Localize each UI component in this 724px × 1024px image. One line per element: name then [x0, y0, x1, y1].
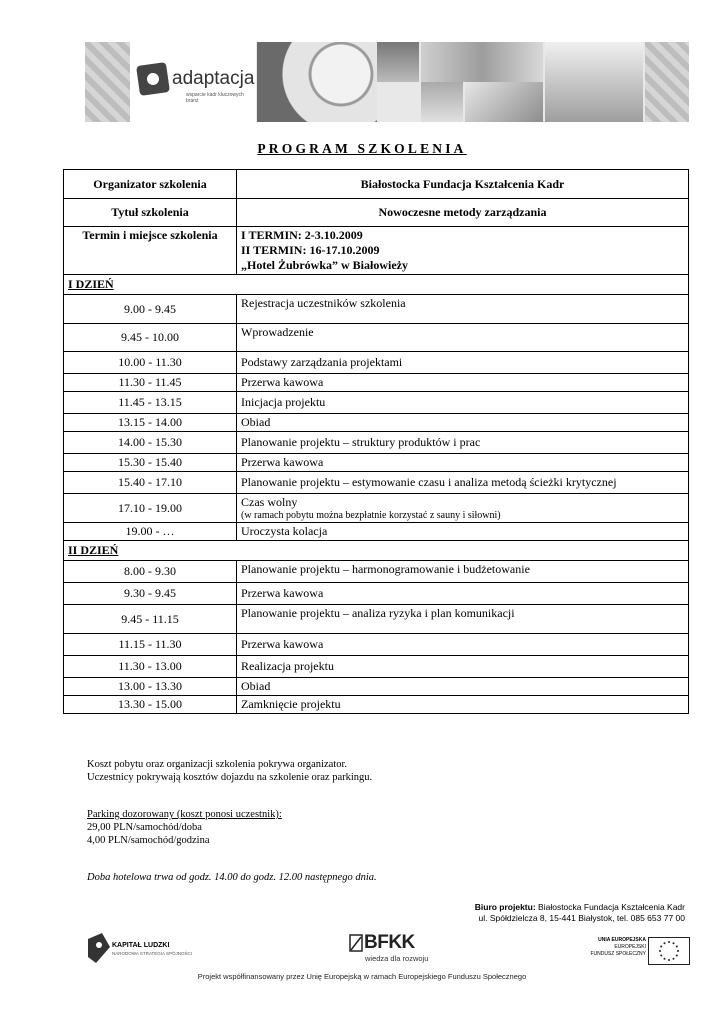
activity-text: Obiad	[241, 679, 271, 693]
schedule-time: 13.00 - 13.30	[64, 678, 237, 696]
term-row	[64, 227, 689, 275]
kl-title: KAPITAŁ LUDZKI	[112, 942, 170, 949]
schedule-activity	[237, 472, 689, 494]
schedule-row	[64, 605, 689, 634]
day2-heading: II DZIEŃ	[64, 541, 689, 561]
eu-star-icon	[673, 942, 675, 944]
schedule-time: 9.30 - 9.45	[64, 583, 237, 605]
schedule-time: 13.15 - 14.00	[64, 414, 237, 432]
parking-line-2: 4,00 PLN/samochód/godzina	[87, 835, 210, 846]
eu-flag-icon	[648, 937, 690, 965]
office-label: Biuro projektu:	[474, 902, 536, 912]
schedule-activity	[237, 656, 689, 678]
logo-subtitle: wsparcie kadr kluczowych branż	[186, 92, 244, 104]
eu-text	[590, 937, 646, 958]
activity-text: Inicjacja projektu	[241, 395, 326, 409]
schedule-time: 11.15 - 11.30	[64, 634, 237, 656]
schedule-time: 11.45 - 13.15	[64, 392, 237, 414]
schedule-row	[64, 324, 689, 352]
schedule-activity	[237, 696, 689, 714]
schedule-time: 15.40 - 17.10	[64, 472, 237, 494]
activity-text: Przerwa kawowa	[241, 455, 324, 469]
schedule-row	[64, 392, 689, 414]
eu-star-icon	[668, 959, 670, 961]
schedule-row	[64, 523, 689, 541]
kapital-ludzki-logo	[88, 933, 198, 965]
organizer-label: Organizator szkolenia	[64, 170, 237, 199]
eu-star-icon	[660, 955, 662, 957]
schedule-row	[64, 472, 689, 494]
eu-star-icon	[677, 950, 679, 952]
organizer-row	[64, 170, 689, 199]
schedule-row	[64, 374, 689, 392]
schedule-row	[64, 432, 689, 454]
eu-logo	[580, 937, 690, 967]
schedule-row	[64, 414, 689, 432]
bfkk-tagline: wiedza dla rozwoju	[365, 954, 429, 963]
schedule-time: 15.30 - 15.40	[64, 454, 237, 472]
adaptacja-logo	[130, 42, 256, 122]
day2-heading-row	[64, 541, 689, 561]
activity-text: Podstawy zarządzania projektami	[241, 355, 403, 369]
kl-subtitle: NARODOWA STRATEGIA SPÓJNOŚCI	[112, 951, 193, 956]
eu-line-1: UNIA EUROPEJSKA	[598, 937, 646, 943]
day1-heading-row	[64, 275, 689, 295]
photo-person	[377, 42, 419, 82]
schedule-row	[64, 583, 689, 605]
activity-text: Zamknięcie projektu	[241, 697, 341, 711]
activity-text: Realizacja projektu	[241, 659, 334, 673]
parking-heading: Parking dozorowany (koszt ponosi uczestnik):	[87, 809, 282, 820]
activity-note: (w ramach pobytu można bezpłatnie korzystać z sauny i siłowni)	[241, 510, 501, 521]
activity-text: Planowanie projektu – estymowanie czasu i analiza metodą ścieżki krytycznej	[241, 475, 617, 489]
schedule-activity	[237, 324, 689, 352]
schedule-row	[64, 494, 689, 523]
cost-notes	[87, 758, 372, 784]
schedule-activity	[237, 678, 689, 696]
schedule-activity	[237, 561, 689, 583]
training-title-row	[64, 199, 689, 227]
schedule-activity	[237, 523, 689, 541]
training-title-label: Tytuł szkolenia	[64, 199, 237, 227]
header-banner	[85, 42, 689, 122]
schedule-time: 9.45 - 10.00	[64, 324, 237, 352]
eu-star-icon	[668, 941, 670, 943]
organizer-value: Białostocka Fundacja Kształcenia Kadr	[237, 170, 689, 199]
project-office	[475, 902, 685, 924]
eu-star-icon	[664, 942, 666, 944]
schedule-row	[64, 678, 689, 696]
term-value	[237, 227, 689, 275]
term-line-1: I TERMIN: 2-3.10.2009	[241, 228, 363, 242]
schedule-time: 19.00 - …	[64, 523, 237, 541]
photo-group	[465, 82, 543, 122]
photo-meeting	[545, 42, 643, 122]
photo-headset	[421, 82, 463, 122]
schedule-row	[64, 696, 689, 714]
cost-line-2: Uczestnicy pokrywają kosztów dojazdu na szkolenie oraz parkingu.	[87, 772, 373, 783]
puzzle-pattern-right	[645, 42, 689, 122]
puzzle-pattern-left	[85, 42, 130, 122]
schedule-row	[64, 634, 689, 656]
kapital-ludzki-icon	[88, 933, 110, 963]
activity-text: Przerwa kawowa	[241, 375, 324, 389]
activity-text: Planowanie projektu – analiza ryzyka i plan komunikacji	[241, 606, 515, 620]
parking-line-1: 29,00 PLN/samochód/doba	[87, 822, 202, 833]
bfkk-text: BFKK	[364, 932, 415, 953]
schedule-activity	[237, 392, 689, 414]
schedule-row	[64, 454, 689, 472]
schedule-activity	[237, 295, 689, 324]
schedule-activity	[237, 605, 689, 634]
activity-text: Przerwa kawowa	[241, 586, 324, 600]
cost-line-1: Koszt pobytu oraz organizacji szkolenia pokrywa organizator.	[87, 759, 347, 770]
office-name: Białostocka Fundacja Kształcenia Kadr	[538, 902, 685, 912]
term-line-2: II TERMIN: 16-17.10.2009	[241, 243, 380, 257]
logo-text: adaptacja	[172, 68, 255, 89]
bfkk-mark-icon	[349, 934, 363, 952]
schedule-activity	[237, 583, 689, 605]
activity-text: Planowanie projektu – harmonogramowanie i budżetowanie	[241, 562, 530, 576]
page-title: PROGRAM SZKOLENIA	[257, 141, 467, 156]
clock-photo	[257, 42, 377, 122]
activity-text: Obiad	[241, 415, 271, 429]
activity-text: Wprowadzenie	[241, 325, 314, 339]
activity-text: Rejestracja uczestników szkolenia	[241, 296, 406, 310]
puzzle-logo-icon	[136, 62, 170, 96]
eu-line-3: FUNDUSZ SPOŁECZNY	[590, 951, 646, 957]
office-address: ul. Spółdzielcza 8, 15-441 Białystok, tel. 085 653 77 00	[478, 913, 685, 923]
eu-star-icon	[673, 958, 675, 960]
eu-star-icon	[660, 946, 662, 948]
schedule-row	[64, 295, 689, 324]
schedule-activity	[237, 374, 689, 392]
bfkk-logo	[349, 932, 429, 968]
eu-star-icon	[676, 946, 678, 948]
schedule-row	[64, 656, 689, 678]
eu-star-icon	[659, 950, 661, 952]
activity-text: Uroczysta kolacja	[241, 524, 328, 538]
hotel-day-note: Doba hotelowa trwa od godz. 14.00 do godz. 12.00 następnego dnia.	[87, 872, 377, 883]
schedule-row	[64, 352, 689, 374]
schedule-time: 8.00 - 9.30	[64, 561, 237, 583]
eu-star-icon	[664, 958, 666, 960]
term-label: Termin i miejsce szkolenia	[64, 227, 237, 275]
activity-text: Czas wolny	[241, 495, 298, 509]
cofinancing-note: Projekt współfinansowany przez Unię Europejską w ramach Europejskiego Funduszu Społecznego	[197, 972, 527, 981]
schedule-time: 14.00 - 15.30	[64, 432, 237, 454]
eu-line-2: EUROPEJSKI	[614, 944, 646, 950]
schedule-time: 11.30 - 11.45	[64, 374, 237, 392]
schedule-activity	[237, 454, 689, 472]
schedule-activity	[237, 634, 689, 656]
schedule-activity	[237, 414, 689, 432]
schedule-time: 9.00 - 9.45	[64, 295, 237, 324]
schedule-activity	[237, 432, 689, 454]
schedule-time: 11.30 - 13.00	[64, 656, 237, 678]
schedule-activity	[237, 352, 689, 374]
parking-notes	[87, 808, 282, 847]
schedule-time: 10.00 - 11.30	[64, 352, 237, 374]
day1-heading: I DZIEŃ	[64, 275, 689, 295]
program-table	[63, 169, 689, 714]
eu-star-icon	[676, 955, 678, 957]
schedule-row	[64, 561, 689, 583]
schedule-activity	[237, 494, 689, 523]
training-title-value: Nowoczesne metody zarządzania	[237, 199, 689, 227]
schedule-time: 13.30 - 15.00	[64, 696, 237, 714]
activity-text: Przerwa kawowa	[241, 637, 324, 651]
photo-shapes	[421, 42, 543, 82]
activity-text: Planowanie projektu – struktury produktów i prac	[241, 435, 481, 449]
schedule-time: 9.45 - 11.15	[64, 605, 237, 634]
schedule-time: 17.10 - 19.00	[64, 494, 237, 523]
term-line-3: „Hotel Żubrówka” w Białowieży	[241, 258, 408, 272]
